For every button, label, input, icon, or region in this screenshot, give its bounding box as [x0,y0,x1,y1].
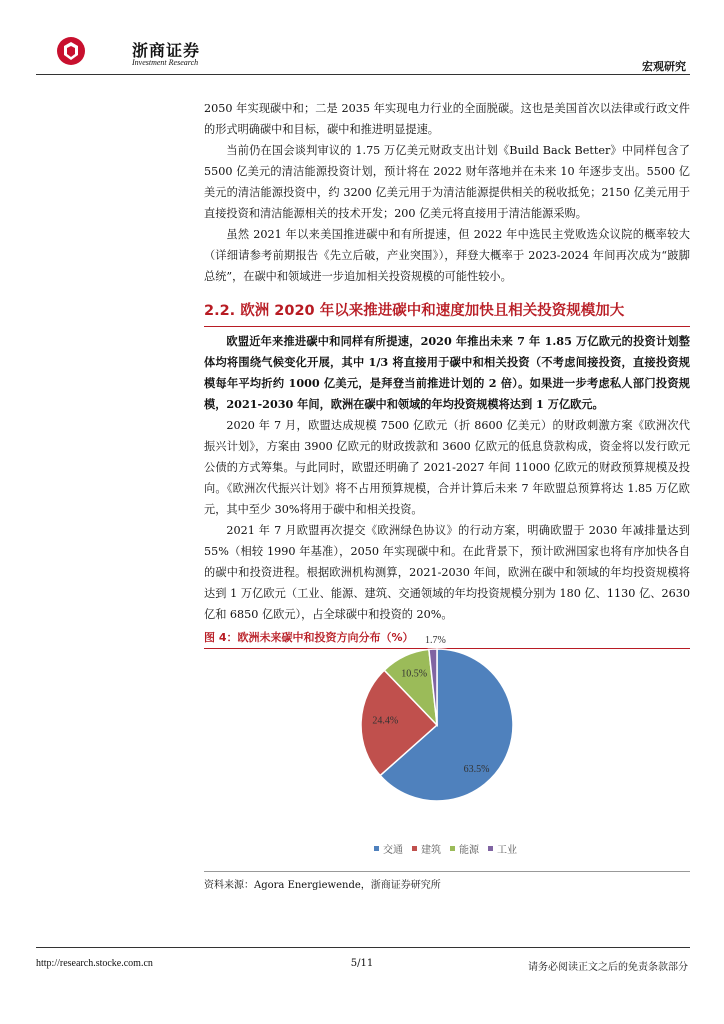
paragraph-5: 2020 年 7 月，欧盟达成规模 7500 亿欧元（折 8600 亿美元）的财政刺激方案《欧洲次代振兴计划》，方案由 3900 亿欧元的财政拨款和 3600 亿欧元的低息贷款构成，资金将以发行欧元公债的方式筹集。与此同时，欧盟还明确了 2021-2027 年间 11000 亿欧元的财政预算规模及投向。《欧洲次代振兴计划》将不占用预算规模，合并计算后未来 7 年欧盟总预算将达 1.85 万亿欧元，其中至少 30%将用于碳中和相关投资。 [204,419,690,516]
logo-subtitle: Investment Research [132,58,199,67]
main-body [204,98,690,891]
header-divider [36,74,690,75]
paragraph-1: 2050 年实现碳中和；二是 2035 年实现电力行业的全面脱碳。这也是美国首次以法律或行政文件的形式明确碳中和目标，碳中和推进明显提速。 [204,102,690,136]
figure-title: 图 4：欧洲未来碳中和投资方向分布（%） [204,629,690,649]
section-heading: 2.2. 欧洲 2020 年以来推进碳中和速度加快且相关投资规模加大 [204,299,690,327]
page-header [36,32,690,76]
paragraph-3: 虽然 2021 年以来美国推进碳中和有所提速，但 2022 年中选民主党败选众议院的概率较大（详细请参考前期报告《先立后破，产业突围》），拜登大概率于 2023-2024 年间再次成为“跛脚总统”，在碳中和领域进一步追加相关投资规模的可能性较小。 [204,228,690,283]
pie-label-工业: 1.7% [425,635,446,646]
legend-label-工业: 工业 [497,845,517,856]
legend-swatch-能源 [450,846,455,851]
pie-label-能源: 10.5% [401,668,428,680]
footer-divider [36,947,690,948]
logo-text: 浙商证券 [132,41,201,60]
paragraph-6: 2021 年 7 月欧盟再次提交《欧洲绿色协议》的行动方案，明确欧盟于 2030 年减排量达到 55%（相较 1990 年基准），2050 年实现碳中和。在此背景下，预计欧洲国家也将有序加快各自的碳中和投资进程。根据欧洲机构测算，2021-2030 年间，欧洲在碳中和领域的年均投资规模将达到 1 万亿欧元（工业、能源、建筑、交通领域的年均投资规模分别为 180 亿、1130 亿、2630 亿和 6850 亿欧元），占全球碳中和投资的 20%。 [204,524,690,621]
legend-label-能源: 能源 [459,845,479,856]
pie-label-交通: 63.5% [463,764,490,776]
paragraph-4: 欧盟近年来推进碳中和同样有所提速，2020 年推出未来 7 年 1.85 万亿欧元的投资计划整体均将围绕气候变化开展，其中 1/3 将直接用于碳中和相关投资（不考虑间接投资，直接投资规模每年平均折约 1000 亿美元，是拜登当前推进计划的 2 倍）。如果进一步考虑私人部门投资规模，2021-2030 年间，欧洲在碳中和领域的年均投资规模将达到 1 万亿欧元。 [204,334,690,411]
legend-swatch-交通 [374,846,379,851]
section-tag: 宏观研究 [642,60,686,73]
footer-url[interactable]: http://research.stocke.com.cn [36,958,153,969]
page-number: 5/11 [350,958,374,969]
company-logo-icon [56,36,86,66]
legend-label-交通: 交通 [383,845,403,856]
legend-swatch-建筑 [412,846,417,851]
paragraph-2: 当前仍在国会谈判审议的 1.75 万亿美元财政支出计划《Build Back Better》中同样包含了 5500 亿美元的清洁能源投资计划，预计将在 2022 财年落地并在未来 10 年逐步支出。5500 亿美元的清洁能源投资中，约 3200 亿美元用于为清洁能源提供相关的税收抵免；2150 亿美元用于直接投资和清洁能源相关的技术开发；200 亿美元将直接用于清洁能源采购。 [204,144,690,220]
legend-swatch-工业 [488,846,493,851]
legend-label-建筑: 建筑 [421,845,441,856]
pie-label-建筑: 24.4% [372,715,399,727]
footer-disclaimer: 请务必阅读正文之后的免责条款部分 [528,962,688,973]
figure-source: 资料来源：Agora Energiewende，浙商证券研究所 [204,880,441,891]
